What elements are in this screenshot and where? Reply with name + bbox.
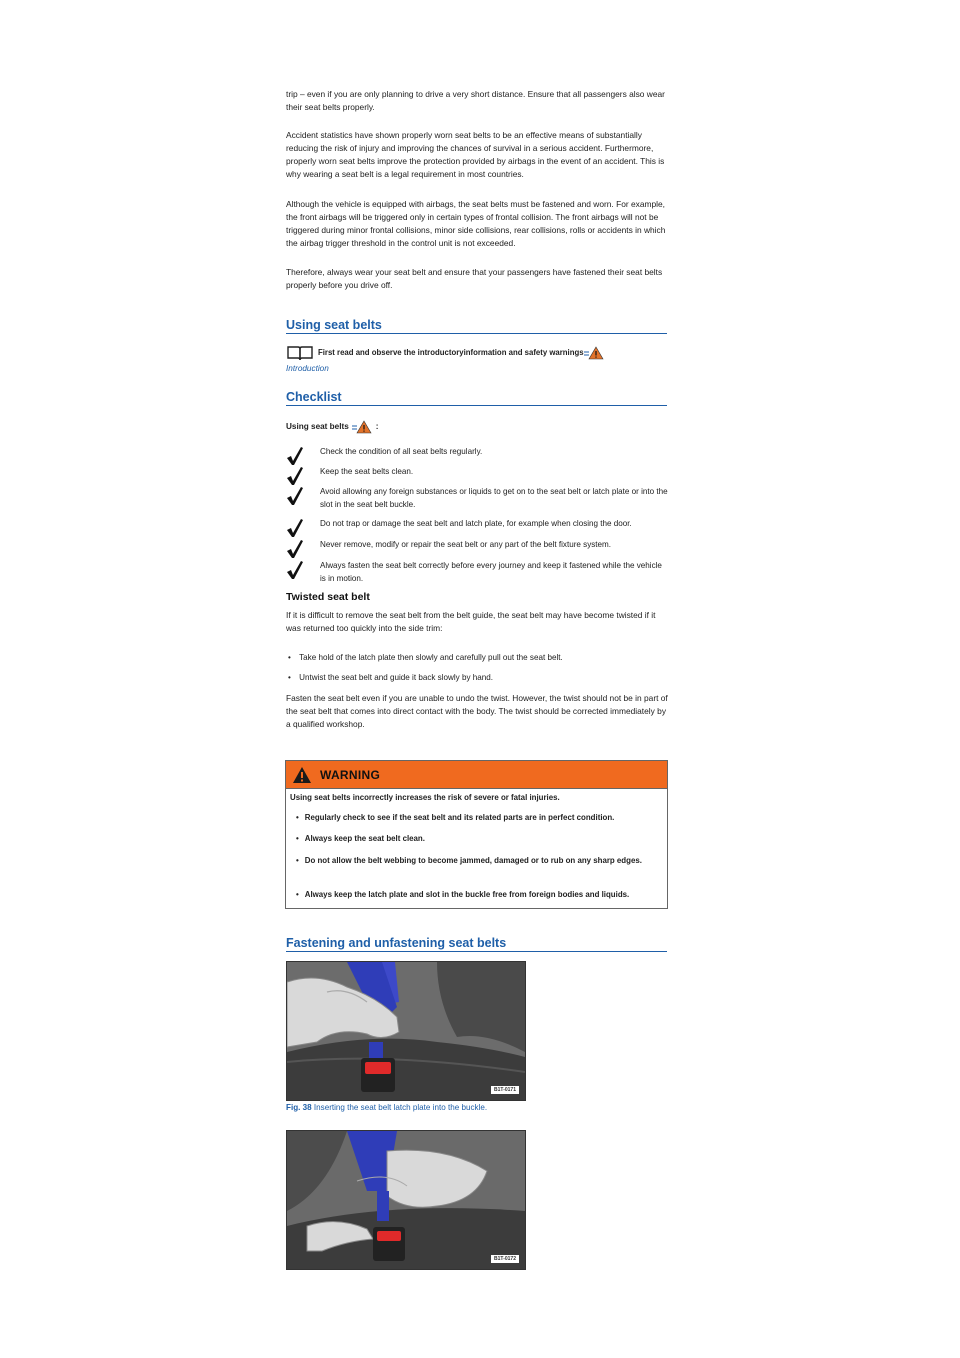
checklist-lead-colon: : [375, 422, 379, 431]
subheading-twisted-seat-belt: Twisted seat belt [286, 591, 370, 603]
bullet-mark: • [288, 673, 291, 682]
warning-item-text: Always keep the latch plate and slot in the buckle free from foreign bodies and liquids. [304, 890, 630, 899]
intro-paragraph-2: Accident statistics have shown properly worn seat belts to be an effective means of substantially reducing the risk of injury and improving the chances of survival in a serious accident. Furthermore, properly worn seat belts improve the protection provided by airbags in the event of an accident. This is why wearing a seat belt is a legal requirement in most countries. [286, 130, 665, 179]
warning-item [296, 812, 661, 824]
checkmark-icon [286, 446, 304, 466]
twisted-paragraph-2: Fasten the seat belt even if you are unable to undo the twist. However, the twist should not be in part of the seat belt that comes into direct contact with the body. The twist should be corrected immediately by a qualified workshop. [286, 693, 668, 729]
bullet-mark: • [288, 653, 291, 662]
twisted-bullet [288, 672, 493, 684]
intro-paragraph-3: Although the vehicle is equipped with airbags, the seat belts must be fastened and worn. For example, the front airbags will be triggered only in certain types of frontal collision. The front airbags will not be triggered during minor frontal collisions, minor side collisions, rear collisions, rolls or accidents in which the airbag trigger threshold in the control unit is not exceeded. [286, 199, 666, 248]
checklist-item [286, 518, 668, 538]
figure-code-label: B1T-0172 [491, 1255, 519, 1263]
section-heading-checklist: Checklist [286, 390, 667, 406]
checklist-item [286, 466, 668, 486]
checkmark-icon [286, 466, 304, 486]
warning-item-text: Always keep the seat belt clean. [304, 834, 425, 843]
warning-box [285, 760, 668, 909]
figure-caption [286, 1103, 487, 1112]
checklist-item-text: Check the condition of all seat belts regularly. [320, 447, 483, 456]
checklist-lead [286, 420, 379, 434]
read-first-text: First read and observe the introductoryinformation and safety warnings [318, 348, 584, 357]
figure-code-label: B1T-0171 [491, 1086, 519, 1094]
twisted-paragraph-1: If it is difficult to remove the seat belt from the belt guide, the seat belt may have become twisted if it was returned too quickly into the side trim: [286, 610, 656, 633]
read-first-note [286, 344, 668, 362]
checklist-item [286, 446, 668, 466]
twisted-bullet-text: Untwist the seat belt and guide it back slowly by hand. [299, 673, 494, 682]
warning-item [296, 855, 667, 867]
figure-number: Fig. 38 [286, 1103, 312, 1112]
warning-item-text: Regularly check to see if the seat belt and its related parts are in perfect condition. [304, 813, 615, 822]
checklist-item [286, 486, 668, 511]
twisted-bullet-text: Take hold of the latch plate then slowly and carefully pull out the seat belt. [299, 653, 563, 662]
checkmark-icon [286, 486, 304, 506]
checklist-item-text: Keep the seat belts clean. [320, 467, 414, 476]
figure-inserting-latch-plate [286, 961, 526, 1101]
checklist-item-text: Always fasten the seat belt correctly before every journey and keep it fastened while the vehicle is in motion. [320, 561, 662, 583]
intro-paragraph-1: trip – even if you are only planning to drive a very short distance. Ensure that all passengers also wear their seat belts properly. [286, 89, 665, 112]
warning-reference-icon[interactable] [352, 420, 374, 434]
seat-belt-release-illustration [287, 1131, 525, 1269]
book-icon [286, 345, 314, 361]
checklist-lead-text: Using seat belts [286, 422, 349, 431]
twisted-bullet [288, 652, 563, 664]
warning-item [296, 889, 668, 901]
bullet-mark: • [296, 856, 299, 865]
checklist-item-text: Avoid allowing any foreign substances or liquids to get on to the seat belt or latch plate or into the slot in the seat belt buckle. [320, 487, 668, 509]
checkmark-icon [286, 560, 304, 580]
bullet-mark: • [296, 890, 299, 899]
warning-reference-icon[interactable] [584, 346, 604, 360]
checklist-item [286, 560, 668, 585]
section-heading-fastening: Fastening and unfastening seat belts [286, 936, 667, 952]
checklist-item-text: Never remove, modify or repair the seat belt or any part of the belt fixture system. [320, 540, 612, 549]
bullet-mark: • [296, 813, 299, 822]
section-heading-using-seat-belts: Using seat belts [286, 318, 667, 334]
warning-item-text: Do not allow the belt webbing to become jammed, damaged or to rub on any sharp edges. [304, 856, 642, 865]
figure-caption-text: Inserting the seat belt latch plate into the buckle. [313, 1103, 488, 1112]
warning-triangle-icon [292, 766, 312, 784]
intro-paragraph-4: Therefore, always wear your seat belt and ensure that your passengers have fastened their seat belts properly before you drive off. [286, 267, 663, 290]
warning-title: WARNING [320, 767, 381, 782]
warning-lead: Using seat belts incorrectly increases the risk of severe or fatal injuries. [290, 793, 560, 802]
checklist-item-text: Do not trap or damage the seat belt and latch plate, for example when closing the door. [320, 519, 632, 528]
seat-belt-insert-illustration [287, 962, 525, 1100]
checkmark-icon [286, 539, 304, 559]
warning-header [286, 761, 667, 789]
figure-releasing-buckle [286, 1130, 526, 1270]
checklist-item [286, 539, 668, 559]
bullet-mark: • [296, 834, 299, 843]
checkmark-icon [286, 518, 304, 538]
warning-item [296, 833, 661, 845]
introduction-link[interactable]: Introduction [286, 364, 329, 373]
